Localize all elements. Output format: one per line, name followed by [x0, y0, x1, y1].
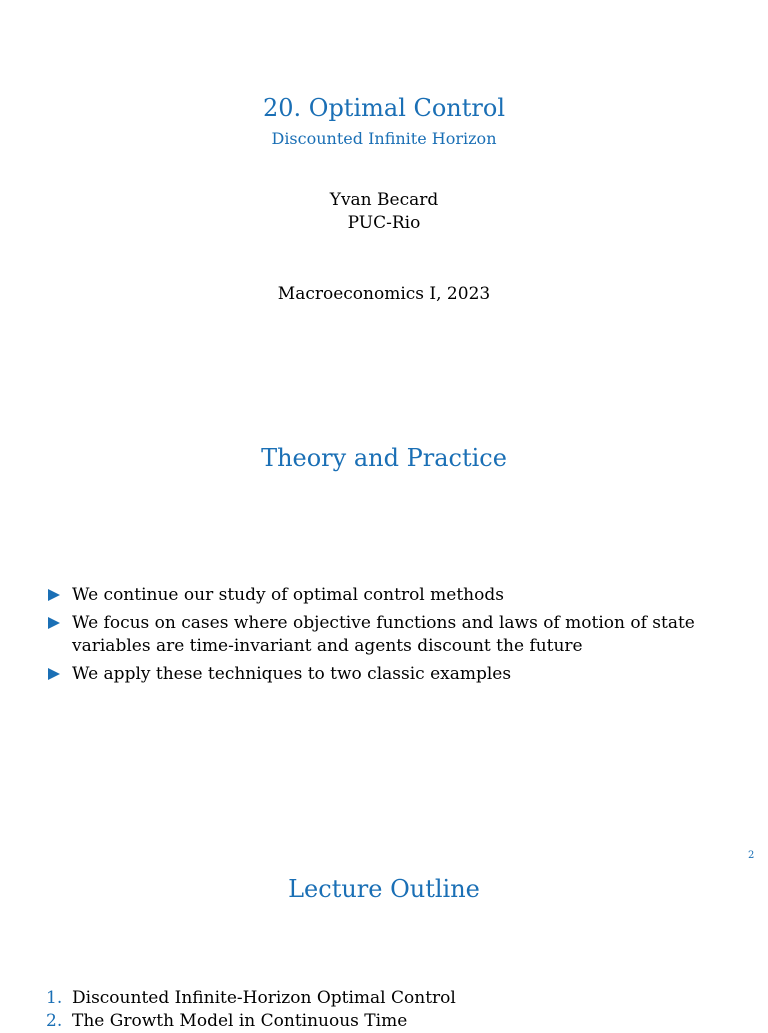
- slide-heading: Lecture Outline: [288, 875, 480, 903]
- outline-item: [46, 987, 746, 1010]
- outline-text: Discounted Infinite-Horizon Optimal Control: [72, 988, 456, 1008]
- triangle-right-icon: [48, 617, 60, 629]
- author-name: Yvan Becard: [329, 190, 439, 210]
- outline-item: [46, 1010, 746, 1033]
- outline-text: The Growth Model in Continuous Time: [72, 1011, 408, 1031]
- slide-heading: Theory and Practice: [261, 444, 507, 472]
- bullet-text: We focus on cases where objective functions and laws of motion of state variables are time-invariant and agents discount the future: [72, 613, 695, 656]
- course-info: Macroeconomics I, 2023: [277, 284, 491, 304]
- bullet-text: We apply these techniques to two classic examples: [72, 664, 512, 684]
- slide-subtitle: Discounted Infinite Horizon: [271, 129, 497, 148]
- slide-title: 20. Optimal Control: [262, 94, 506, 122]
- bullet-text: We continue our study of optimal control methods: [72, 585, 504, 605]
- bullet-item: [48, 663, 728, 686]
- triangle-right-icon: [48, 668, 60, 680]
- bullet-item: [48, 584, 728, 607]
- outline-number: 1.: [46, 988, 63, 1008]
- author-institution: PUC-Rio: [347, 213, 421, 233]
- page-number: 2: [748, 850, 755, 861]
- bullet-item: [48, 612, 728, 658]
- outline-number: 2.: [46, 1011, 63, 1031]
- triangle-right-icon: [48, 589, 60, 601]
- bullet-list: [48, 584, 728, 691]
- outline-list: [46, 987, 746, 1033]
